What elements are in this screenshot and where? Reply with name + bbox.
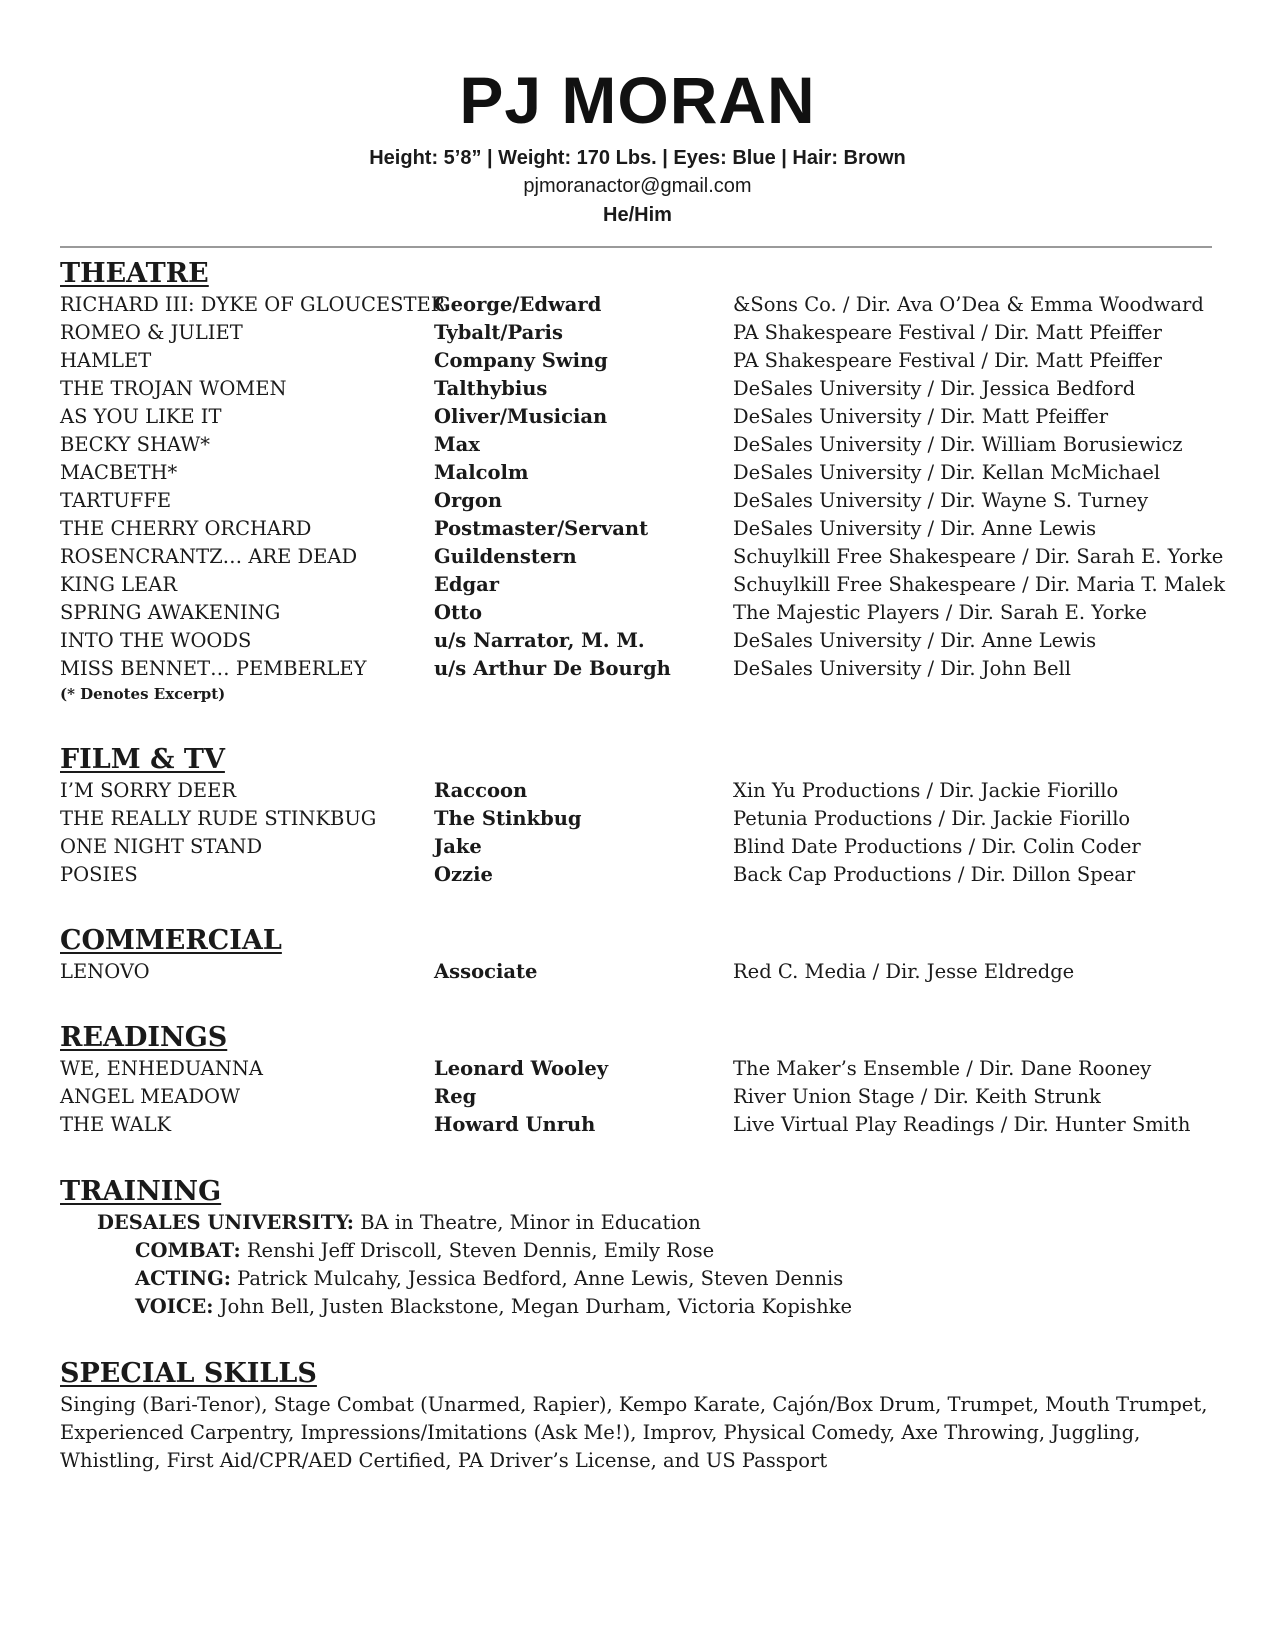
production-title: ROSENCRANTZ… ARE DEAD	[60, 545, 358, 568]
production-title: ONE NIGHT STAND	[60, 835, 263, 858]
production-title: MISS BENNET… PEMBERLEY	[60, 657, 367, 680]
training-section	[60, 1175, 1220, 1321]
contact-email[interactable]: pjmoranactor@gmail.com	[523, 175, 752, 197]
role: Malcolm	[434, 461, 529, 484]
company-director: DeSales University / Dir. Anne Lewis	[733, 629, 1097, 652]
commercial-section	[60, 924, 1220, 986]
role: Otto	[434, 601, 483, 624]
training-item-text: Patrick Mulcahy, Jessica Bedford, Anne Lewis, Steven Dennis	[230, 1267, 844, 1290]
company-director: DeSales University / Dir. Jessica Bedford	[733, 377, 1136, 400]
production-title: THE TROJAN WOMEN	[60, 377, 287, 400]
table-row	[60, 655, 1220, 683]
production-title: RICHARD III: DYKE OF GLOUCESTER	[60, 293, 446, 316]
table-row	[60, 515, 1220, 543]
table-row	[60, 627, 1220, 655]
company-director: Back Cap Productions / Dir. Dillon Spear	[733, 863, 1136, 886]
production-title: MACBETH*	[60, 461, 178, 484]
commercial-heading: COMMERCIAL	[60, 925, 282, 956]
role: Oliver/Musician	[434, 405, 608, 428]
readings-section	[60, 1021, 1220, 1139]
training-school	[60, 1209, 1220, 1237]
skills-text	[60, 1391, 1220, 1475]
training-item-text: John Bell, Justen Blackstone, Megan Durham, Victoria Kopishke	[213, 1295, 853, 1318]
readings-heading: READINGS	[60, 1022, 228, 1053]
special-skills-section	[60, 1357, 1220, 1475]
training-item	[60, 1237, 1220, 1265]
role: u/s Arthur De Bourgh	[434, 657, 671, 680]
role: Jake	[434, 835, 482, 858]
training-item-label: VOICE:	[135, 1295, 214, 1318]
role: Orgon	[434, 489, 503, 512]
training-school-text: BA in Theatre, Minor in Education	[354, 1211, 701, 1234]
theatre-list	[60, 291, 1226, 683]
company-director: Schuylkill Free Shakespeare / Dir. Maria T. Malek	[733, 573, 1226, 596]
production-title: KING LEAR	[60, 573, 178, 596]
company-director: DeSales University / Dir. Anne Lewis	[733, 517, 1097, 540]
role: Howard Unruh	[434, 1113, 596, 1136]
training-item-label: COMBAT:	[135, 1239, 241, 1262]
company-director: DeSales University / Dir. Matt Pfeiffer	[733, 405, 1109, 428]
role: u/s Narrator, M. M.	[434, 629, 645, 652]
training-item-text: Renshi Jeff Driscoll, Steven Dennis, Emily Rose	[240, 1239, 715, 1262]
table-row	[60, 861, 1220, 889]
physical-stats: Height: 5’8” | Weight: 170 Lbs. | Eyes: Blue | Hair: Brown	[369, 147, 906, 169]
actor-name: PJ MORAN	[459, 63, 816, 137]
role: Max	[434, 433, 480, 456]
role: Leonard Wooley	[434, 1057, 609, 1080]
training-item	[60, 1293, 1220, 1321]
production-title: LENOVO	[60, 960, 150, 983]
production-title: POSIES	[60, 863, 138, 886]
film-tv-section	[60, 743, 1220, 889]
role: George/Edward	[434, 293, 602, 316]
role: Guildenstern	[434, 545, 577, 568]
company-director: Xin Yu Productions / Dir. Jackie Fiorillo	[733, 779, 1119, 802]
company-director: Petunia Productions / Dir. Jackie Fiorillo	[733, 807, 1131, 830]
table-row	[60, 777, 1220, 805]
role: Ozzie	[434, 863, 493, 886]
role: Company Swing	[434, 349, 608, 372]
training-school-label: DESALES UNIVERSITY:	[97, 1211, 355, 1234]
skills-line: Whistling, First Aid/CPR/AED Certified, PA Driver’s License, and US Passport	[60, 1449, 828, 1472]
company-director: River Union Stage / Dir. Keith Strunk	[733, 1085, 1101, 1108]
company-director: Schuylkill Free Shakespeare / Dir. Sarah E. Yorke	[733, 545, 1224, 568]
company-director: The Majestic Players / Dir. Sarah E. Yorke	[733, 601, 1147, 624]
table-row	[60, 571, 1226, 599]
table-row	[60, 403, 1220, 431]
table-row	[60, 319, 1220, 347]
company-director: Blind Date Productions / Dir. Colin Coder	[733, 835, 1141, 858]
table-row	[60, 833, 1220, 861]
company-director: The Maker’s Ensemble / Dir. Dane Rooney	[733, 1057, 1152, 1080]
table-row	[60, 1055, 1220, 1083]
table-row	[60, 459, 1220, 487]
table-row	[60, 291, 1220, 319]
pronouns: He/Him	[603, 204, 672, 226]
company-director: DeSales University / Dir. William Borusiewicz	[733, 433, 1183, 456]
training-item	[60, 1265, 1220, 1293]
production-title: THE CHERRY ORCHARD	[60, 517, 312, 540]
role: Edgar	[434, 573, 500, 596]
header-divider	[60, 246, 1212, 248]
film-tv-heading: FILM & TV	[60, 744, 225, 775]
company-director: Live Virtual Play Readings / Dir. Hunter Smith	[733, 1113, 1191, 1136]
role: Talthybius	[434, 377, 548, 400]
special-skills-heading: SPECIAL SKILLS	[60, 1358, 317, 1389]
table-row	[60, 599, 1220, 627]
table-row	[60, 431, 1220, 459]
company-director: DeSales University / Dir. John Bell	[733, 657, 1071, 680]
table-row	[60, 805, 1220, 833]
production-title: HAMLET	[60, 349, 152, 372]
table-row	[60, 1111, 1220, 1139]
skills-line: Experienced Carpentry, Impressions/Imitations (Ask Me!), Improv, Physical Comedy, Axe Throwing, Juggling,	[60, 1421, 1141, 1444]
training-heading: TRAINING	[60, 1176, 222, 1207]
role: The Stinkbug	[434, 807, 582, 830]
excerpt-note: (* Denotes Excerpt)	[60, 685, 226, 703]
production-title: ANGEL MEADOW	[60, 1085, 241, 1108]
role: Associate	[434, 960, 538, 983]
production-title: TARTUFFE	[60, 489, 172, 512]
production-title: THE WALK	[60, 1113, 172, 1136]
production-title: I’M SORRY DEER	[60, 779, 237, 802]
production-title: BECKY SHAW*	[60, 433, 211, 456]
company-director: PA Shakespeare Festival / Dir. Matt Pfeiffer	[733, 349, 1162, 372]
company-director: Red C. Media / Dir. Jesse Eldredge	[733, 960, 1075, 983]
company-director: DeSales University / Dir. Wayne S. Turney	[733, 489, 1149, 512]
table-row	[60, 1083, 1220, 1111]
table-row	[60, 543, 1224, 571]
role: Reg	[434, 1085, 477, 1108]
production-title: INTO THE WOODS	[60, 629, 252, 652]
company-director: &Sons Co. / Dir. Ava O’Dea & Emma Woodward	[733, 293, 1204, 316]
training-item-label: ACTING:	[135, 1267, 231, 1290]
production-title: ROMEO & JULIET	[60, 321, 243, 344]
production-title: AS YOU LIKE IT	[60, 405, 222, 428]
theatre-section	[60, 257, 1226, 705]
skills-line: Singing (Bari-Tenor), Stage Combat (Unarmed, Rapier), Kempo Karate, Cajón/Box Drum, Trumpet, Mouth Trumpet,	[60, 1393, 1208, 1416]
table-row	[60, 347, 1220, 375]
table-row	[60, 487, 1220, 515]
role: Raccoon	[434, 779, 528, 802]
theatre-heading: THEATRE	[60, 258, 209, 289]
role: Tybalt/Paris	[434, 321, 563, 344]
production-title: SPRING AWAKENING	[60, 601, 281, 624]
company-director: DeSales University / Dir. Kellan McMichael	[733, 461, 1161, 484]
company-director: PA Shakespeare Festival / Dir. Matt Pfeiffer	[733, 321, 1162, 344]
production-title: THE REALLY RUDE STINKBUG	[60, 807, 377, 830]
production-title: WE, ENHEDUANNA	[60, 1057, 263, 1080]
table-row	[60, 958, 1220, 986]
table-row	[60, 375, 1220, 403]
role: Postmaster/Servant	[434, 517, 649, 540]
